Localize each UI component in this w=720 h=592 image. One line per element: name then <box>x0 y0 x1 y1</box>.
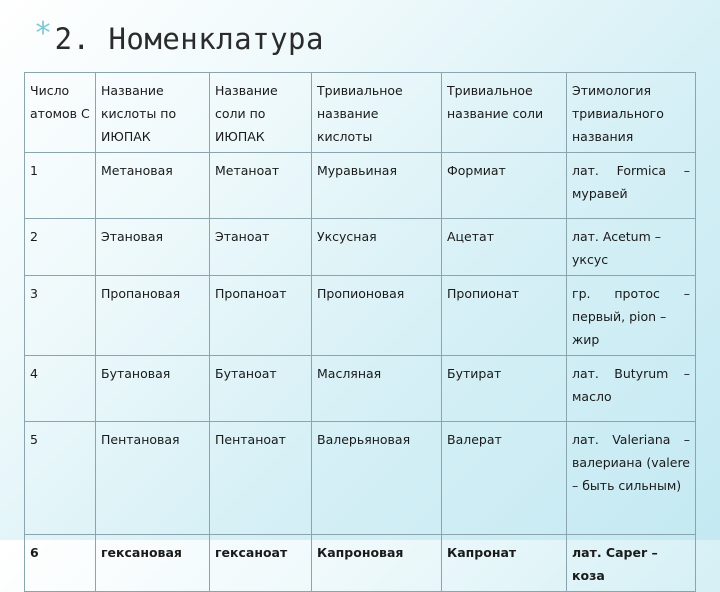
table-row <box>25 219 696 276</box>
cell-etymology <box>567 535 696 592</box>
cell-trivial-salt: Бутират <box>442 356 567 422</box>
cell-iupac-acid: Этановая <box>96 219 210 276</box>
header-row <box>25 73 696 153</box>
cell-iupac-acid: Пропановая <box>96 276 210 356</box>
cell-trivial-acid: Капроновая <box>312 535 442 592</box>
cell-trivial-salt: Формиат <box>442 153 567 219</box>
cell-iupac-acid: Пентановая <box>96 422 210 535</box>
cell-iupac-acid: Бутановая <box>96 356 210 422</box>
nomenclature-table <box>24 72 696 592</box>
cell-iupac-salt: Бутаноат <box>210 356 312 422</box>
header-carbon-count: Число атомов С <box>25 73 96 153</box>
cell-trivial-acid: Валерьяновая <box>312 422 442 535</box>
etymology-line: лат. Caper – коза <box>572 545 658 583</box>
cell-iupac-salt: Метаноат <box>210 153 312 219</box>
etymology-rest: первый, pion – жир <box>572 309 667 347</box>
etymology-rest: муравей <box>572 186 628 201</box>
slide-title <box>34 16 324 56</box>
cell-trivial-salt: Ацетат <box>442 219 567 276</box>
cell-iupac-salt: Пентаноат <box>210 422 312 535</box>
cell-carbon-count: 1 <box>25 153 96 219</box>
etymology-line: лат. Butyrum – <box>572 366 690 381</box>
table-row <box>25 276 696 356</box>
cell-carbon-count: 3 <box>25 276 96 356</box>
etymology-line: лат. Acetum – уксус <box>572 229 661 267</box>
cell-trivial-salt: Валерат <box>442 422 567 535</box>
table-row <box>25 356 696 422</box>
etymology-rest: валериана (valere – быть сильным) <box>572 455 690 493</box>
etymology-line: лат. Valeriana – <box>572 432 690 447</box>
cell-trivial-acid: Пропионовая <box>312 276 442 356</box>
etymology-rest: масло <box>572 389 612 404</box>
cell-etymology <box>567 219 696 276</box>
star-bullet: * <box>34 16 53 51</box>
cell-trivial-acid: Уксусная <box>312 219 442 276</box>
slide-title-text: 2. Номенклатура <box>54 22 324 56</box>
header-iupac-salt: Название соли по ИЮПАК <box>210 73 312 153</box>
cell-trivial-salt: Пропионат <box>442 276 567 356</box>
etymology-line: лат. Formica – <box>572 163 690 178</box>
table-row <box>25 535 696 592</box>
table-row <box>25 422 696 535</box>
cell-iupac-acid: гексановая <box>96 535 210 592</box>
header-trivial-salt: Тривиальное название соли <box>442 73 567 153</box>
cell-etymology <box>567 356 696 422</box>
cell-iupac-salt: Пропаноат <box>210 276 312 356</box>
header-iupac-acid: Название кислоты по ИЮПАК <box>96 73 210 153</box>
cell-iupac-salt: гексаноат <box>210 535 312 592</box>
header-etymology: Этимология тривиального названия <box>567 73 696 153</box>
cell-carbon-count: 4 <box>25 356 96 422</box>
cell-etymology <box>567 422 696 535</box>
cell-trivial-acid: Муравьиная <box>312 153 442 219</box>
cell-etymology <box>567 153 696 219</box>
cell-carbon-count: 2 <box>25 219 96 276</box>
cell-etymology <box>567 276 696 356</box>
cell-iupac-salt: Этаноат <box>210 219 312 276</box>
header-trivial-acid: Тривиальное название кислоты <box>312 73 442 153</box>
table-row <box>25 153 696 219</box>
cell-trivial-acid: Масляная <box>312 356 442 422</box>
cell-iupac-acid: Метановая <box>96 153 210 219</box>
cell-trivial-salt: Капронат <box>442 535 567 592</box>
cell-carbon-count: 6 <box>25 535 96 592</box>
etymology-line: гр. протос – <box>572 286 690 301</box>
cell-carbon-count: 5 <box>25 422 96 535</box>
